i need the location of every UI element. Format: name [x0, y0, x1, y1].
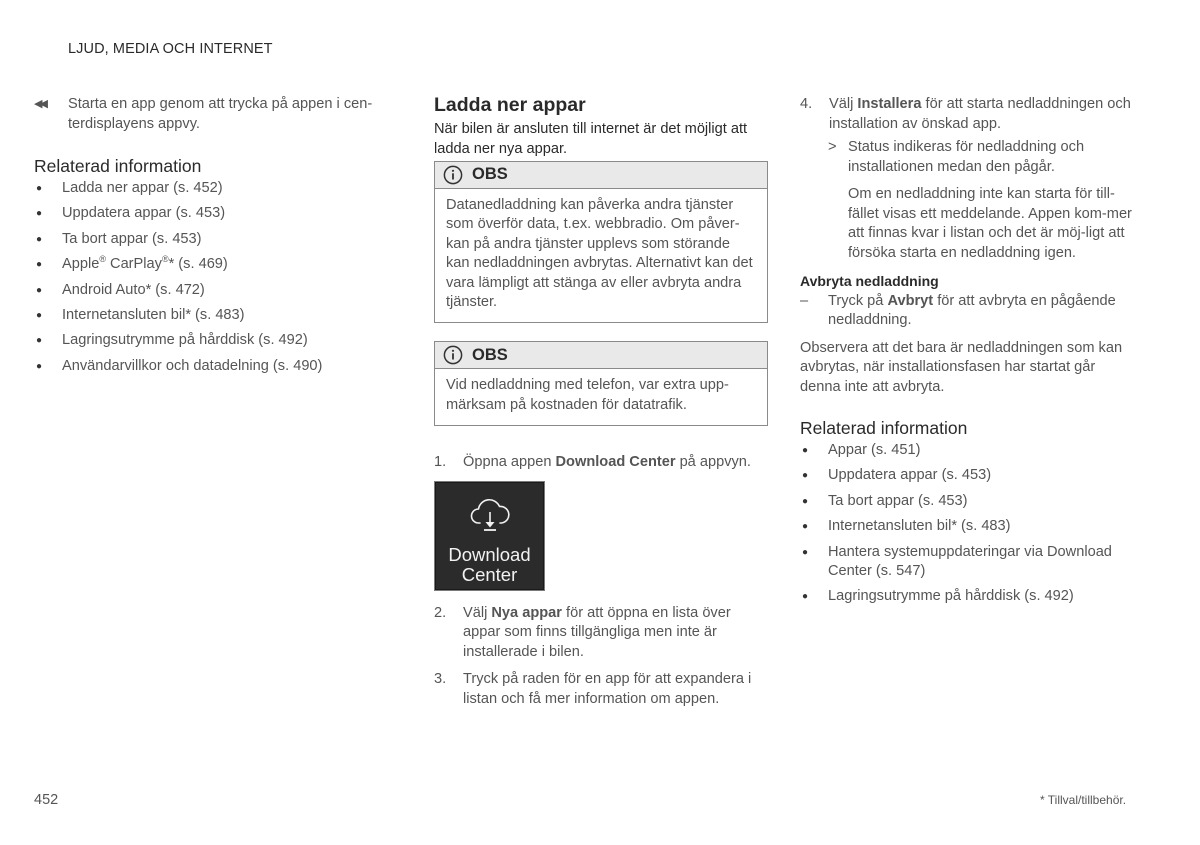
result-line [828, 138, 1136, 177]
continuation-paragraph [34, 95, 390, 134]
section-header: LJUD, MEDIA OCH INTERNET [68, 41, 273, 57]
related-link[interactable] [34, 255, 390, 275]
cancel-heading: Avbryta nedladdning [800, 273, 939, 289]
step-text: Välj [829, 96, 858, 112]
step-text: Öppna appen [463, 454, 556, 471]
footnote: * Tillval/tillbehör. [1040, 793, 1127, 807]
step-2 [434, 604, 768, 663]
related-link[interactable]: ● Ta bort appar (s. 453) [34, 230, 390, 250]
related-info-heading: Relaterad information [34, 156, 202, 176]
double-left-arrow-icon: ◀◀ [34, 98, 45, 110]
step-text: Tryck på raden för en app för att expandera i listan och få mer information om appen. [463, 671, 752, 707]
result-note: Om en nedladdning inte kan starta för till-fället visas ett meddelande. Appen kom-mer att finnas kvar i listan och det är möj-ligt att försöka starta en nedladdning igen. [848, 186, 1132, 261]
step-1 [434, 453, 768, 473]
app-tile-label [435, 545, 544, 585]
related-link[interactable]: ● Lagringsutrymme på hårddisk (s. 492) [34, 331, 390, 351]
related-info-list [800, 441, 1136, 607]
note-header [435, 342, 767, 369]
note-heading: OBS [472, 165, 508, 184]
left-column [34, 95, 390, 382]
registered-mark: ® [99, 254, 106, 265]
dash-marker: – [800, 292, 809, 309]
result-marker: > [828, 139, 837, 155]
result-text: Status indikeras för nedladdning och installationen medan den pågår. [848, 139, 1085, 175]
lead-text: Starta en app genom att trycka på appen i cen-terdisplayens appvy. [68, 96, 373, 132]
step-4 [800, 95, 1136, 134]
note-heading: OBS [472, 345, 508, 364]
note-box [434, 161, 768, 323]
intro-text: När bilen är ansluten till internet är det möjligt att ladda ner nya appar. [434, 121, 748, 157]
step-text: för att starta nedladdningen och installation av önskad app. [829, 96, 1131, 132]
related-link[interactable]: ● Internetansluten bil* (s. 483) [34, 306, 390, 326]
steps-list [434, 604, 768, 710]
related-link[interactable]: ● Lagringsutrymme på hårddisk (s. 492) [800, 587, 1136, 607]
related-link[interactable]: ● Appar (s. 451) [800, 441, 1136, 461]
app-tile-label-line: Download [448, 543, 531, 565]
note-box [434, 341, 768, 426]
cancel-text: för att avbryta en pågående nedladdning. [828, 292, 1116, 328]
related-link[interactable]: ● Internetansluten bil* (s. 483) [800, 517, 1136, 537]
step-result [800, 138, 1136, 263]
app-tile-label-line: Center [461, 563, 518, 585]
carplay-text-apple: Apple [62, 256, 100, 273]
step-text: på appvyn. [675, 454, 751, 471]
middle-column [434, 94, 768, 717]
related-link[interactable]: ● Hantera systemuppdateringar via Download Center (s. 547) [800, 543, 1136, 582]
steps-list [434, 453, 768, 473]
download-center-app-tile[interactable] [434, 481, 545, 591]
cancel-instruction [800, 292, 1136, 331]
related-link[interactable]: ● Ladda ner appar (s. 452) [34, 179, 390, 199]
page-number: 452 [34, 792, 59, 808]
cloud-download-icon [470, 498, 510, 534]
step-number: 2. [434, 604, 447, 621]
note-header [435, 162, 767, 189]
related-link[interactable]: ● Uppdatera appar (s. 453) [800, 466, 1136, 486]
related-link[interactable]: ● Ta bort appar (s. 453) [800, 492, 1136, 512]
related-link[interactable]: ● Android Auto* (s. 472) [34, 281, 390, 301]
step-number: 1. [434, 454, 447, 471]
step-text: för att öppna en lista över appar som finns tillgängliga men inte är installerade i bilen. [463, 604, 731, 660]
ui-term: Download Center [555, 454, 676, 471]
related-link[interactable]: ● Uppdatera appar (s. 453) [34, 204, 390, 224]
step-number: 3. [434, 671, 447, 688]
info-icon [443, 165, 463, 185]
step-number: 4. [800, 96, 813, 112]
note-body: Datanedladdning kan påverka andra tjänster som överför data, t.ex. webbradio. Om påver-kan på andra tjänster upplevs som störande kan nedladdningen avbrytas. Alternativt kan det vara lämpligt att stänga av eller avbryta andra tjänster. [446, 197, 753, 311]
note-body: Vid nedladdning med telefon, var extra upp-märksam på kostnaden för datatrafik. [446, 377, 729, 413]
cancel-text: Tryck på [828, 292, 888, 309]
section-title: Ladda ner appar [434, 94, 586, 116]
carplay-text-carplay: CarPlay [105, 256, 162, 273]
ui-term: Nya appar [491, 604, 562, 621]
info-icon [443, 345, 463, 365]
right-column [800, 95, 1136, 613]
related-info-heading: Relaterad information [800, 418, 968, 438]
related-info-list [34, 179, 390, 376]
ui-term: Avbryt [887, 292, 934, 309]
carplay-text-page: * (s. 469) [168, 256, 228, 273]
registered-mark: ® [161, 254, 169, 265]
observe-paragraph: Observera att det bara är nedladdningen som kan avbrytas, när installationsfasen har startat går denna inte att avbryta. [800, 339, 1123, 395]
step-3 [434, 670, 768, 709]
step-text: Välj [463, 604, 492, 621]
steps-list [800, 95, 1136, 134]
related-link[interactable]: ● Användarvillkor och datadelning (s. 490) [34, 357, 390, 377]
ui-term: Installera [857, 96, 922, 112]
